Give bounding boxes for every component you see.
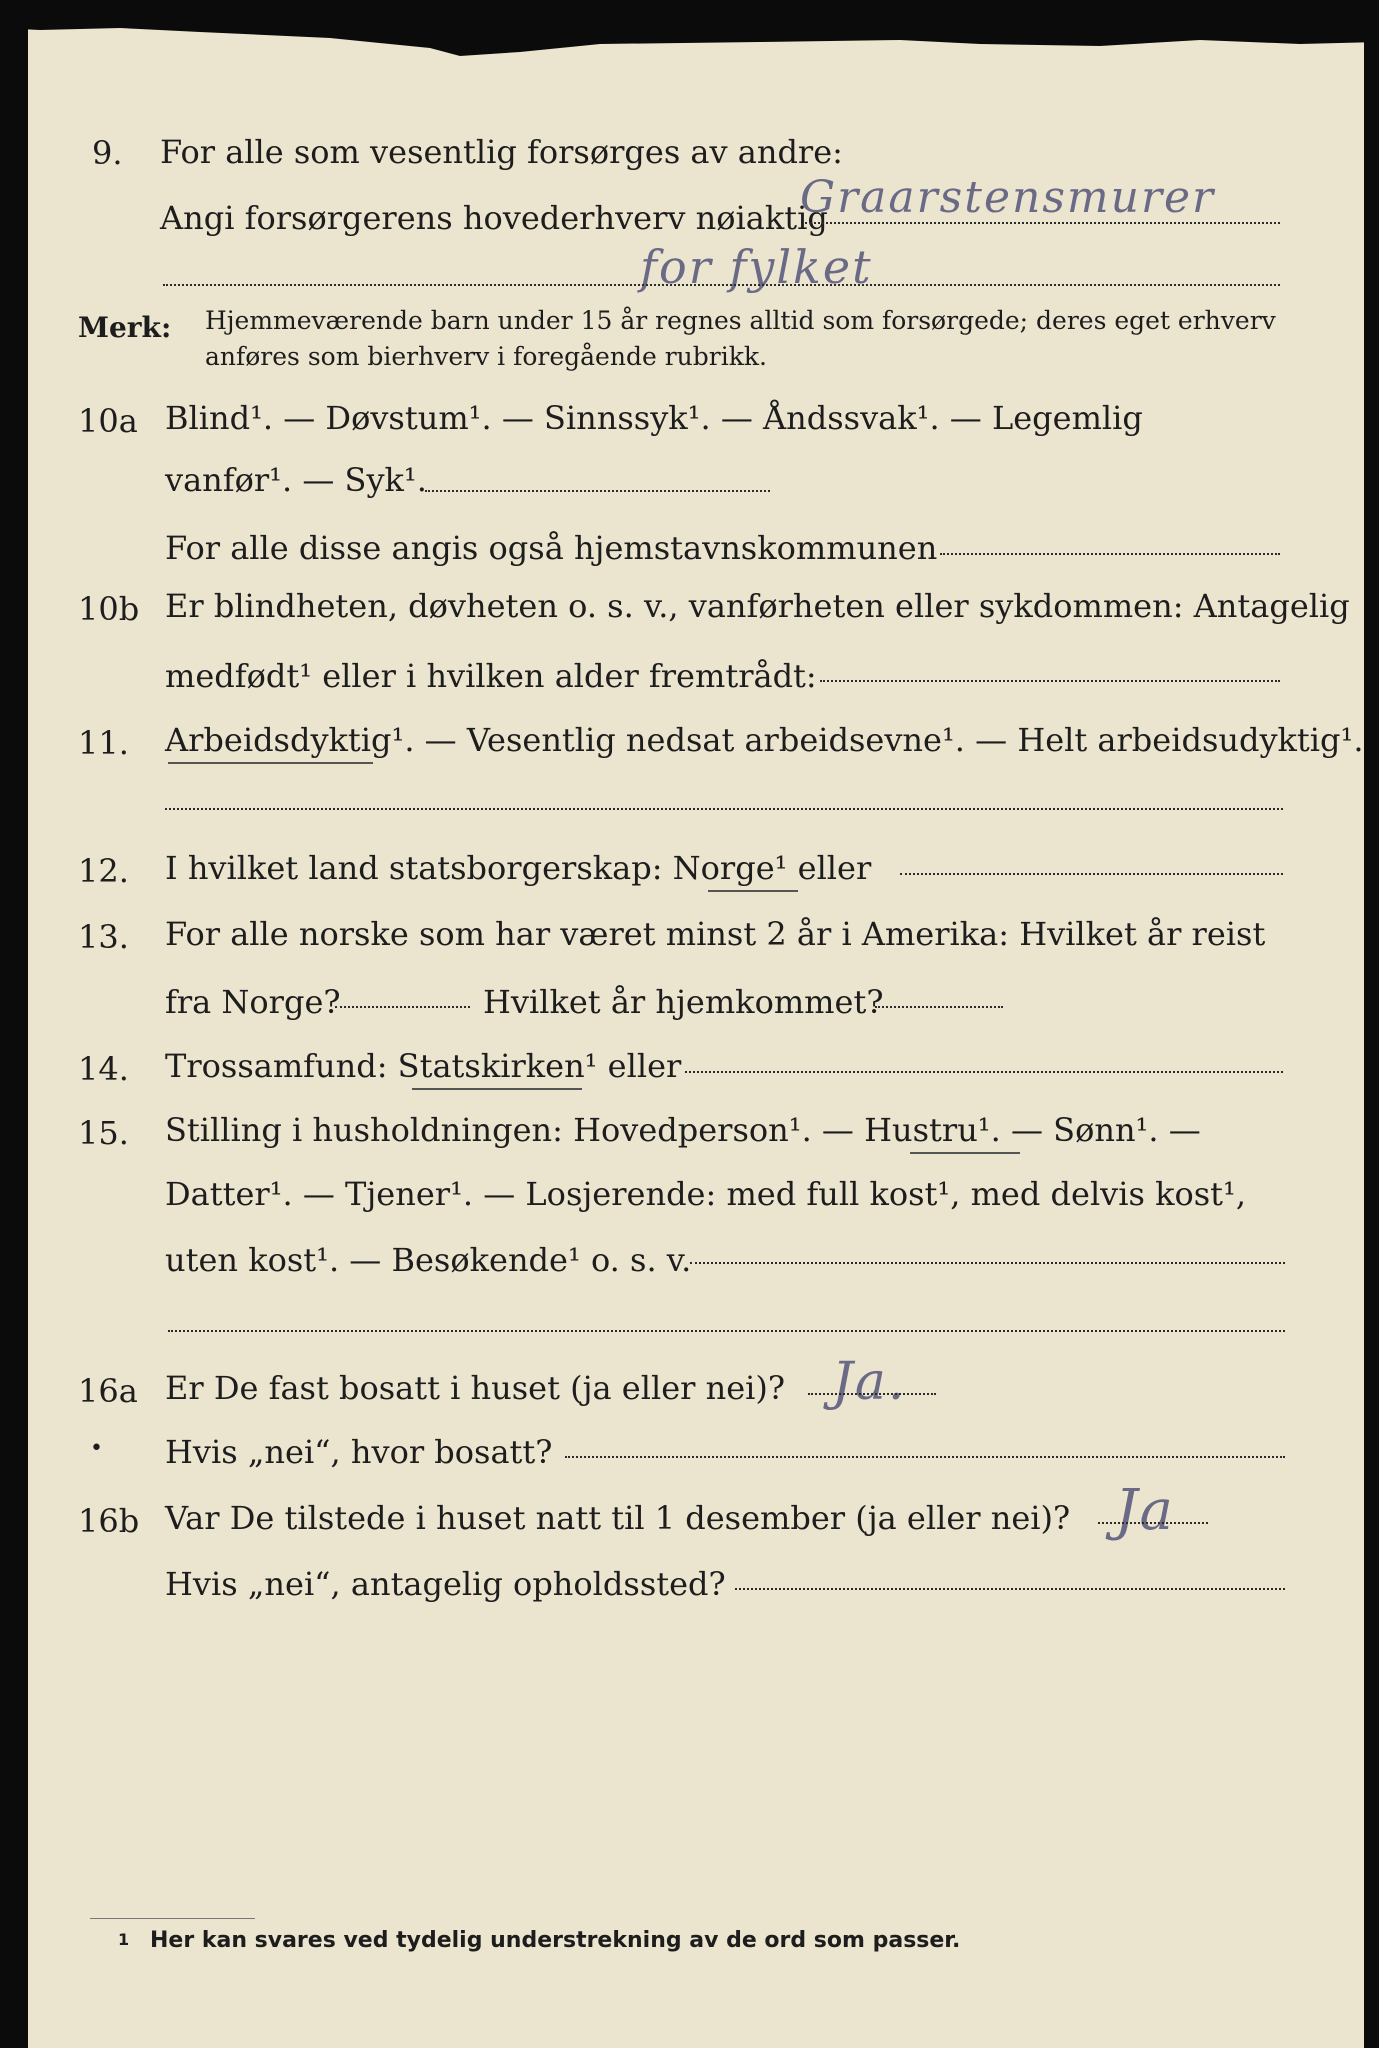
q10b-line2: medfødt¹ eller i hvilken alder fremtrådt: bbox=[165, 657, 817, 695]
q16a-bullet: • bbox=[90, 1436, 103, 1461]
q16b-fill-line2 bbox=[735, 1588, 1285, 1590]
q12-line1: I hvilket land statsborgerskap: Norge¹ eller bbox=[165, 849, 872, 887]
q16a-line2: Hvis „nei“, hvor bosatt? bbox=[165, 1433, 553, 1471]
q9-handwritten-occupation: Graarstensmurer bbox=[800, 172, 1216, 223]
q15-underline-hustru bbox=[910, 1152, 1020, 1154]
q10b-fill-line2 bbox=[820, 680, 1280, 682]
q13-number: 13. bbox=[78, 918, 129, 956]
q14-number: 14. bbox=[78, 1050, 129, 1088]
q10a-fill-line2 bbox=[425, 490, 770, 492]
q13-fill-reist bbox=[335, 1006, 470, 1008]
q11-fill-line bbox=[165, 808, 1283, 810]
q11-underline-arbeidsdyktig bbox=[168, 762, 373, 764]
q14-fill-line bbox=[685, 1071, 1283, 1073]
q16a-handwritten-answer: Ja. bbox=[832, 1352, 907, 1412]
q16a-fill-line1 bbox=[808, 1393, 936, 1395]
q12-number: 12. bbox=[78, 852, 129, 890]
q9-number: 9. bbox=[92, 134, 123, 172]
q12-fill-line bbox=[900, 873, 1283, 875]
q9-fill-line2 bbox=[163, 284, 1280, 286]
q13-line2a: fra Norge? bbox=[165, 983, 341, 1021]
q16b-number: 16b bbox=[78, 1502, 140, 1540]
q9-handwritten-continued: for fylket bbox=[640, 240, 873, 294]
q16a-fill-line2 bbox=[565, 1456, 1285, 1458]
q16b-line2: Hvis „nei“, antagelig opholdssted? bbox=[165, 1565, 726, 1603]
q13-fill-hjemkommet bbox=[875, 1006, 1003, 1008]
merk-line1: Hjemmeværende barn under 15 år regnes alltid som forsørgede; deres eget erhverv bbox=[205, 306, 1276, 335]
merk-line2: anføres som bierhverv i foregående rubrikk. bbox=[205, 342, 767, 371]
q14-line1: Trossamfund: Statskirken¹ eller bbox=[165, 1047, 682, 1085]
q10a-line1: Blind¹. — Døvstum¹. — Sinnssyk¹. — Åndssvak¹. — Legemlig bbox=[165, 399, 1143, 437]
q10a-line2: vanfør¹. — Syk¹. bbox=[165, 461, 427, 499]
q10b-number: 10b bbox=[78, 590, 140, 628]
q9-line1: For alle som vesentlig forsørges av andre: bbox=[160, 133, 843, 171]
footnote-mark: 1 bbox=[118, 1930, 130, 1949]
q15-fill-line3 bbox=[690, 1262, 1285, 1264]
torn-top-edge bbox=[0, 0, 1379, 60]
q10b-line1: Er blindheten, døvheten o. s. v., vanførheten eller sykdommen: Antagelig bbox=[165, 587, 1350, 625]
q15-line2: Datter¹. — Tjener¹. — Losjerende: med full kost¹, med delvis kost¹, bbox=[165, 1175, 1247, 1213]
q15-number: 15. bbox=[78, 1114, 129, 1152]
q15-fill-line4 bbox=[168, 1330, 1285, 1332]
q9-fill-line1 bbox=[805, 222, 1280, 224]
q12-underline-norge bbox=[708, 890, 798, 892]
q9-line2: Angi forsørgerens hovederhverv nøiaktig bbox=[160, 199, 828, 237]
q13-line1: For alle norske som har været minst 2 år i Amerika: Hvilket år reist bbox=[165, 915, 1266, 953]
footnote-text: Her kan svares ved tydelig understrekning av de ord som passer. bbox=[150, 1928, 961, 1953]
q15-line3: uten kost¹. — Besøkende¹ o. s. v. bbox=[165, 1241, 692, 1279]
q16b-fill-line1 bbox=[1098, 1522, 1208, 1524]
q16a-number: 16a bbox=[78, 1372, 138, 1410]
q15-line1: Stilling i husholdningen: Hovedperson¹. — Hustru¹. — Sønn¹. — bbox=[165, 1111, 1201, 1149]
footnote-rule bbox=[90, 1918, 255, 1919]
q11-number: 11. bbox=[78, 724, 129, 762]
q14-underline-statskirken bbox=[412, 1088, 582, 1090]
q16b-handwritten-answer: Ja bbox=[1115, 1478, 1175, 1543]
q13-line2b: Hvilket år hjemkommet? bbox=[483, 983, 884, 1021]
q10a-fill-line3 bbox=[940, 553, 1280, 555]
merk-label: Merk: bbox=[78, 311, 172, 344]
q11-line1: Arbeidsdyktig¹. — Vesentlig nedsat arbeidsevne¹. — Helt arbeidsudyktig¹. bbox=[165, 721, 1364, 759]
q10a-line3: For alle disse angis også hjemstavnskommunen bbox=[165, 529, 938, 567]
q16b-line1: Var De tilstede i huset natt til 1 desember (ja eller nei)? bbox=[165, 1499, 1071, 1537]
q10a-number: 10a bbox=[78, 402, 138, 440]
q16a-line1: Er De fast bosatt i huset (ja eller nei)? bbox=[165, 1369, 786, 1407]
